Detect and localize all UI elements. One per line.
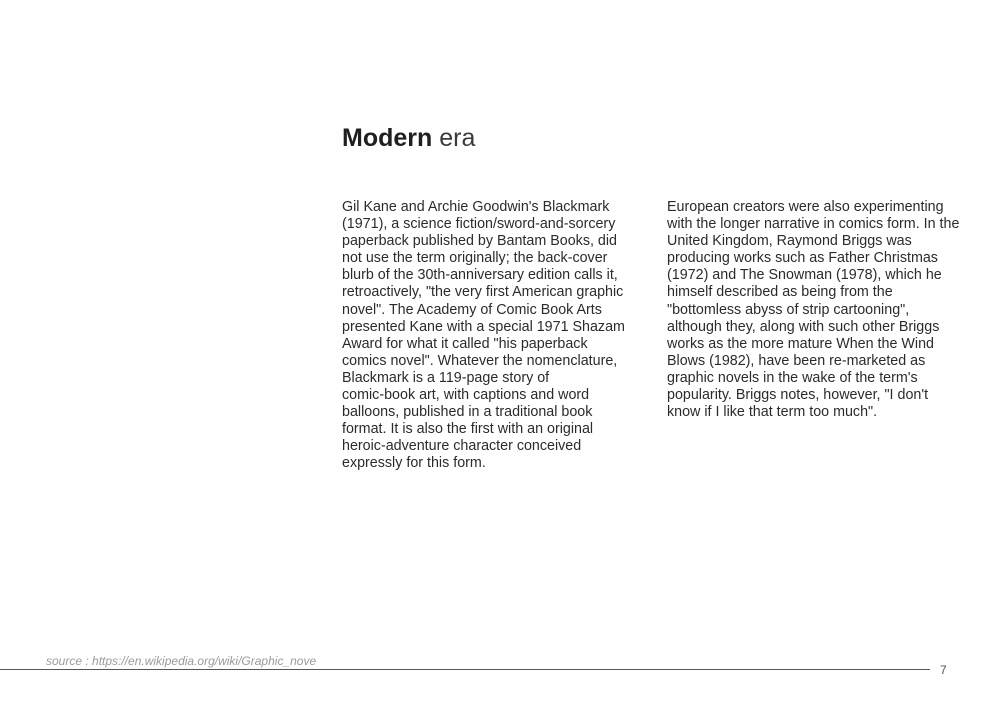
page-title-bold: Modern (342, 124, 433, 152)
paragraph-line: Blackmark is a 119-page story of (342, 369, 550, 386)
paragraph-line: "bottomless abyss of strip cartooning", (667, 301, 910, 318)
paragraph-line: novel". The Academy of Comic Book Arts (342, 301, 602, 318)
paragraph-line: comics novel". Whatever the nomenclature, (342, 352, 618, 369)
paragraph-line: paperback published by Bantam Books, did (342, 233, 617, 250)
paragraph-line: blurb of the 30th-anniversary edition calls it, (342, 267, 618, 284)
paragraph-line: Gil Kane and Archie Goodwin's Blackmark (342, 199, 610, 215)
paragraph-line: producing works such as Father Christmas (667, 250, 938, 267)
paragraph-line: expressly for this form. (342, 455, 486, 472)
paragraph-line: graphic novels in the wake of the term's (667, 369, 918, 386)
paragraph-line: format. It is also the first with an original (342, 421, 594, 438)
page-number: 7 (940, 663, 947, 677)
paragraph-line: popularity. Briggs notes, however, "I don't (667, 387, 929, 404)
paragraph-line: know if I like that term too much". (667, 404, 878, 421)
paragraph-line: presented Kane with a special 1971 Shazam (342, 318, 625, 335)
paragraph-line: works as the more mature When the Wind (667, 335, 934, 352)
paragraph-line: balloons, published in a traditional book (342, 404, 593, 421)
paragraph-line: Award for what it called "his paperback (342, 335, 588, 352)
source-citation: source : https://en.wikipedia.org/wiki/Graphic_nove (46, 654, 317, 668)
paragraph-line: himself described as being from the (667, 284, 893, 301)
paragraph-line: comic-book art, with captions and word (342, 387, 590, 404)
paragraph-line: with the longer narrative in comics form. In the (667, 216, 960, 233)
footer-divider (0, 669, 930, 670)
paragraph-line: (1971), a science fiction/sword-and-sorcery (342, 216, 616, 233)
paragraph-line: Blows (1982), have been re-marketed as (667, 352, 926, 369)
left-text-column (342, 199, 640, 473)
page-title (342, 122, 475, 154)
paragraph-line: heroic-adventure character conceived (342, 438, 582, 455)
paragraph-line: European creators were also experimenting (667, 199, 944, 215)
paragraph-line: retroactively, "the very first American graphic (342, 284, 624, 301)
page-title-light: era (432, 124, 476, 152)
paragraph-line: not use the term originally; the back-cover (342, 250, 608, 267)
paragraph-line: United Kingdom, Raymond Briggs was (667, 233, 912, 250)
right-text-column (667, 199, 967, 421)
paragraph-line: (1972) and The Snowman (1978), which he (667, 267, 942, 284)
paragraph-line: although they, along with such other Briggs (667, 318, 940, 335)
